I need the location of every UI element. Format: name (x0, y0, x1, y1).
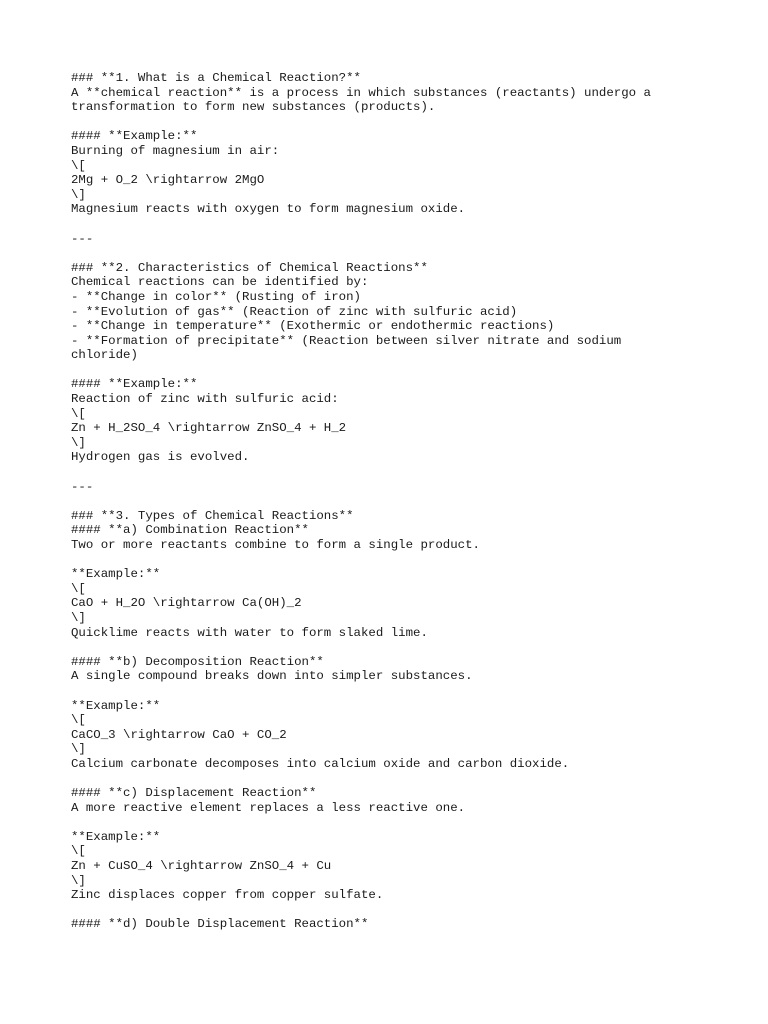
blank-line (71, 246, 751, 261)
math-open: \[ (71, 713, 86, 728)
body-text: Chemical reactions can be identified by: (71, 275, 369, 290)
blank-line (71, 115, 751, 130)
blank-line (71, 640, 751, 655)
example-text: Burning of magnesium in air: (71, 143, 280, 158)
list-item: - **Evolution of gas** (Reaction of zinc with sulfuric acid) (71, 304, 518, 319)
list-item-continuation: chloride) (71, 348, 138, 363)
math-close: \] (71, 742, 86, 757)
math-close: \] (71, 610, 86, 625)
example-heading: #### **Example:** (71, 377, 198, 392)
section-1-heading: ### **1. What is a Chemical Reaction?** (71, 71, 361, 85)
subsection-heading: #### **b) Decomposition Reaction** (71, 654, 324, 669)
example-text: Reaction of zinc with sulfuric acid: (71, 392, 339, 407)
horizontal-rule: --- (71, 231, 94, 246)
blank-line (71, 465, 751, 480)
subsection-heading: #### **d) Double Displacement Reaction** (71, 917, 369, 932)
explanation-text: Hydrogen gas is evolved. (71, 450, 250, 465)
blank-line (71, 772, 751, 787)
example-heading: #### **Example:** (71, 129, 198, 144)
blank-line (71, 553, 751, 568)
equation: Zn + CuSO_4 \rightarrow ZnSO_4 + Cu (71, 859, 332, 874)
blank-line (71, 815, 751, 830)
body-text: A single compound breaks down into simpler substances. (71, 669, 473, 684)
explanation-text: Quicklime reacts with water to form slaked lime. (71, 625, 428, 640)
subsection-heading: #### **c) Displacement Reaction** (71, 786, 317, 801)
equation: 2Mg + O_2 \rightarrow 2MgO (71, 173, 265, 188)
body-text: A more reactive element replaces a less reactive one. (71, 800, 466, 815)
explanation-text: Zinc displaces copper from copper sulfate. (71, 888, 384, 903)
explanation-text: Magnesium reacts with oxygen to form magnesium oxide. (71, 202, 466, 217)
equation: CaO + H_2O \rightarrow Ca(OH)_2 (71, 596, 302, 611)
list-item: - **Change in color** (Rusting of iron) (71, 289, 361, 304)
example-heading: **Example:** (71, 829, 161, 844)
blank-line (71, 217, 751, 232)
math-open: \[ (71, 844, 86, 859)
math-close: \] (71, 187, 86, 202)
blank-line (71, 684, 751, 699)
math-open: \[ (71, 581, 86, 596)
list-item: - **Change in temperature** (Exothermic or endothermic reactions) (71, 319, 555, 334)
blank-line (71, 903, 751, 918)
body-text: Two or more reactants combine to form a single product. (71, 538, 480, 552)
section-3-heading: ### **3. Types of Chemical Reactions** (71, 508, 354, 523)
math-open: \[ (71, 158, 86, 173)
definition-text-line-1: A **chemical reaction** is a process in which substances (reactants) undergo a (71, 85, 651, 100)
blank-line (71, 363, 751, 378)
horizontal-rule: --- (71, 479, 94, 494)
list-item: - **Formation of precipitate** (Reaction between silver nitrate and sodium (71, 333, 622, 348)
document-page (71, 71, 751, 932)
section-2-heading: ### **2. Characteristics of Chemical Reactions** (71, 260, 428, 275)
blank-line (71, 494, 751, 509)
subsection-heading: #### **a) Combination Reaction** (71, 523, 309, 538)
math-close: \] (71, 873, 86, 888)
example-heading: **Example:** (71, 567, 161, 582)
math-open: \[ (71, 406, 86, 421)
definition-text-line-2: transformation to form new substances (products). (71, 100, 436, 115)
equation: CaCO_3 \rightarrow CaO + CO_2 (71, 727, 287, 742)
example-heading: **Example:** (71, 698, 161, 713)
equation: Zn + H_2SO_4 \rightarrow ZnSO_4 + H_2 (71, 421, 347, 436)
explanation-text: Calcium carbonate decomposes into calcium oxide and carbon dioxide. (71, 756, 570, 771)
math-close: \] (71, 435, 86, 450)
